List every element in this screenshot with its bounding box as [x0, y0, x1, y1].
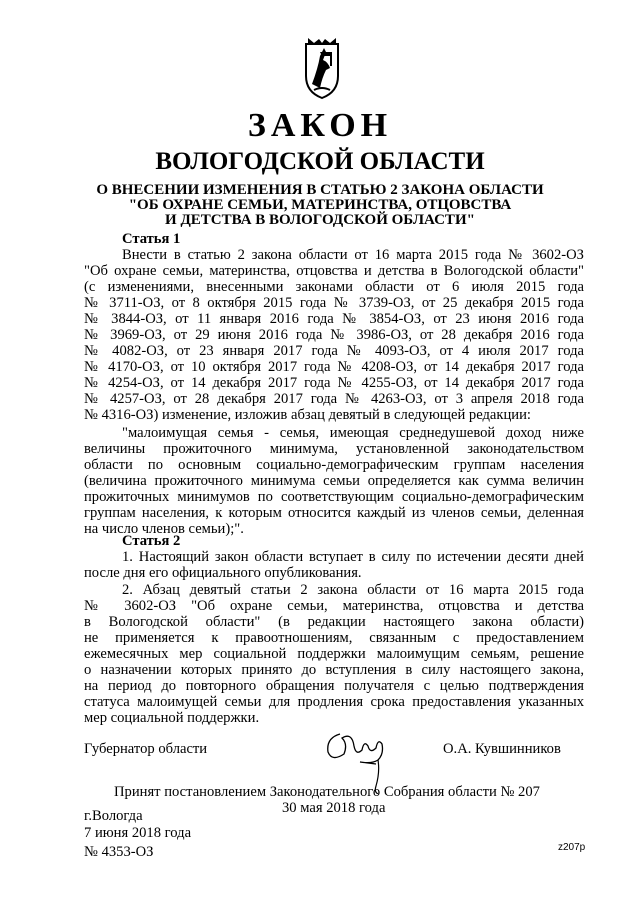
signatory-name: О.А. Кувшинников	[443, 741, 561, 757]
article-2-paragraph-2	[84, 582, 584, 726]
subtitle-line: "ОБ ОХРАНЕ СЕМЬИ, МАТЕРИНСТВА, ОТЦОВСТВА	[128, 197, 512, 213]
article-1-body	[84, 247, 584, 423]
article-1-line: (с изменениями, внесенными законами области от 6 июля 2015 года	[84, 279, 584, 295]
article-2-line: на период до повторного обращения получателя с целью подтверждения	[84, 678, 584, 694]
article-1-line: № 4257-ОЗ, от 28 декабря 2017 года № 4263-ОЗ, от 3 апреля 2018 года	[84, 391, 584, 407]
article-1-quote	[84, 425, 584, 537]
law-subtitle	[0, 183, 640, 228]
article-1-heading: Статья 1	[122, 231, 181, 247]
article-2-line: 1. Настоящий закон области вступает в силу по истечении десяти дней	[122, 549, 584, 565]
quote-line: (величина прожиточного минимума семьи определяется как сумма величин	[84, 473, 584, 489]
region-title: ВОЛОГОДСКОЙ ОБЛАСТИ	[155, 148, 485, 175]
article-1-line: № 4170-ОЗ, от 10 октября 2017 года № 4208-ОЗ, от 14 декабря 2017 года	[84, 359, 584, 375]
article-2-heading: Статья 2	[122, 533, 181, 549]
article-2-line: ежемесячных мер социальной поддержки малоимущим семьям, решение	[84, 646, 584, 662]
quote-line: группам населения, к которым относится каждый из членов семьи, деленная	[84, 505, 584, 521]
signatory-position: Губернатор области	[84, 741, 208, 757]
subtitle-line: И ДЕТСТВА В ВОЛОГОДСКОЙ ОБЛАСТИ"	[165, 212, 475, 228]
article-1-line: Внести в статью 2 закона области от 16 марта 2015 года № 3602-ОЗ	[122, 247, 584, 263]
article-1-line: № 3711-ОЗ, от 8 октября 2015 года № 3739-ОЗ, от 25 декабря 2015 года	[84, 295, 584, 311]
subtitle-line: О ВНЕСЕНИИ ИЗМЕНЕНИЯ В СТАТЬЮ 2 ЗАКОНА ОБЛАСТИ	[96, 182, 544, 198]
quote-line: величины прожиточного минимума, установленной законодательством	[84, 441, 584, 457]
article-1-line: № 3844-ОЗ, от 11 января 2016 года № 3854-ОЗ, от 23 июня 2016 года	[84, 311, 584, 327]
quote-line: прожиточных минимумов по соответствующим социально-демографическим	[84, 489, 584, 505]
article-2-line: не применяется к правоотношениям, связанным с предоставлением	[84, 630, 584, 646]
quote-line: на число членов семьи);".	[84, 521, 244, 537]
law-date: 7 июня 2018 года	[84, 825, 192, 841]
article-2-line: № 3602-ОЗ "Об охране семьи, материнства, отцовства и детства	[84, 598, 584, 614]
article-2-line: статуса малоимущей семьи для продления срока предоставления указанных	[84, 694, 584, 710]
article-1-line: № 4254-ОЗ, от 14 декабря 2017 года № 4255-ОЗ, от 14 декабря 2017 года	[84, 375, 584, 391]
quote-line: области по основным социально-демографическим группам населения	[84, 457, 584, 473]
article-2-line: 2. Абзац девятый статьи 2 закона области от 16 марта 2015 года	[122, 582, 584, 598]
vologda-coat-of-arms-icon	[300, 38, 344, 102]
article-2-line: мер социальной поддержки.	[84, 710, 260, 726]
adoption-note: Принят постановлением Законодательного Собрания области № 207	[114, 784, 540, 800]
article-2-line: в Вологодской области" (в редакции настоящего закона области)	[84, 614, 584, 630]
city: г.Вологда	[84, 808, 143, 824]
document-title: ЗАКОН	[247, 107, 393, 144]
article-2-paragraph-1	[84, 549, 584, 581]
document-code: z207p	[558, 842, 586, 853]
article-1-line: № 4316-ОЗ) изменение, изложив абзац девятый в следующей редакции:	[84, 407, 531, 423]
law-number: № 4353-ОЗ	[84, 844, 154, 860]
article-1-line: "Об охране семьи, материнства, отцовства и детства в Вологодской области"	[84, 263, 584, 279]
quote-line: "малоимущая семья - семья, имеющая среднедушевой доход ниже	[122, 425, 584, 441]
article-2-line: после дня его официального опубликования.	[84, 565, 362, 581]
adoption-date: 30 мая 2018 года	[282, 800, 386, 816]
article-2-line: о назначении которых принято до вступления в силу настоящего закона,	[84, 662, 584, 678]
article-1-line: № 3969-ОЗ, от 29 июня 2016 года № 3986-ОЗ, от 28 декабря 2016 года	[84, 327, 584, 343]
article-1-line: № 4082-ОЗ, от 23 января 2017 года № 4093-ОЗ, от 4 июля 2017 года	[84, 343, 584, 359]
